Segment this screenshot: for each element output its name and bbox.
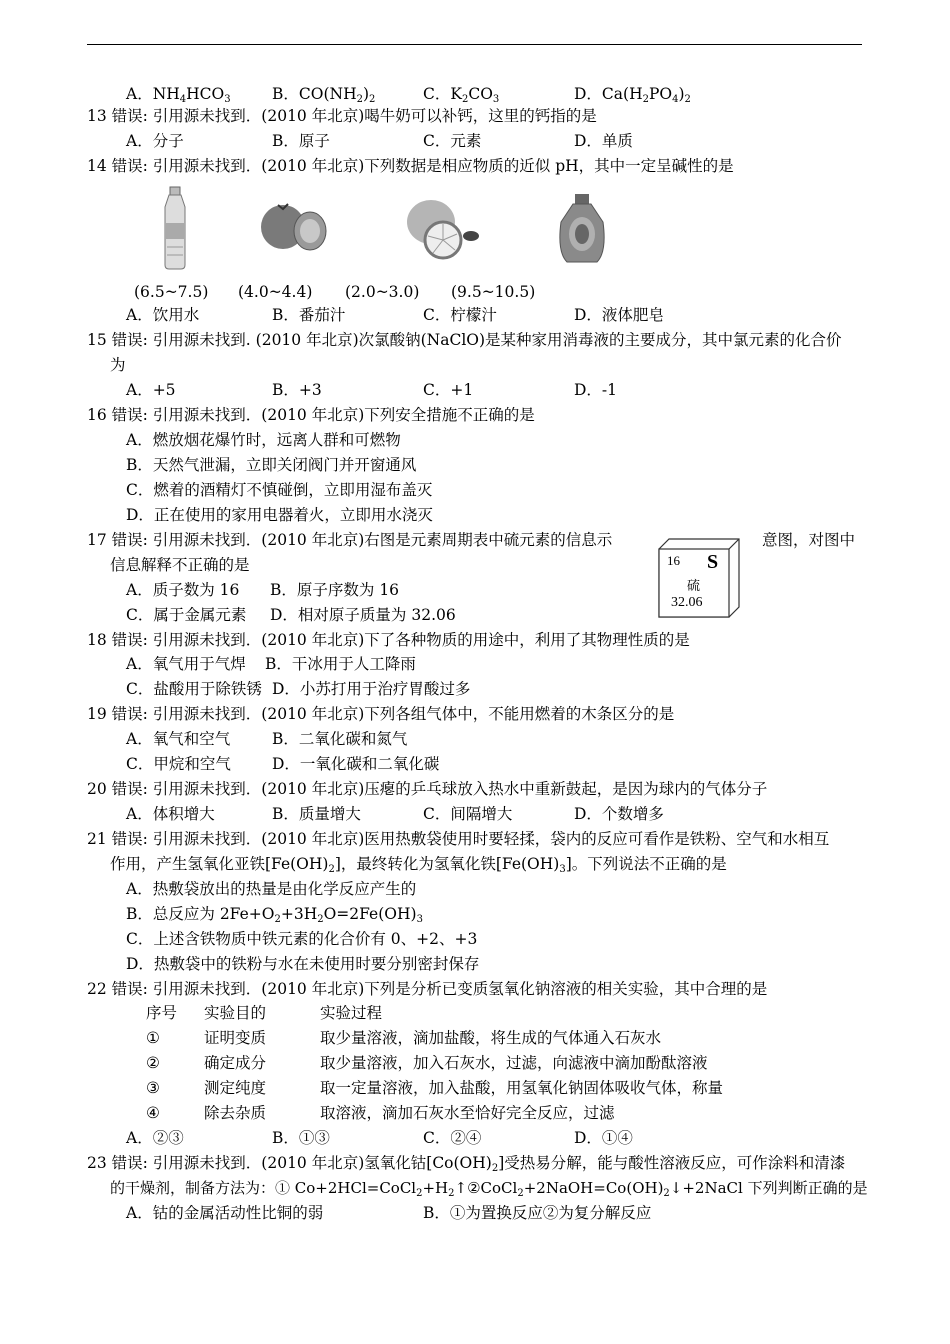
q18-option-d: D．小苏打用于治疗胃酸过多 [272,680,471,698]
q22-row-no: ④ [146,1104,160,1122]
q17-option-d: D．相对原子质量为 32.06 [270,606,456,624]
q21-option-d: D．热敷袋中的铁粉与水在未使用时要分别密封保存 [126,955,480,973]
q21-option-c: C．上述含铁物质中铁元素的化合价有 0、+2、+3 [126,930,478,948]
q22-header-no: 序号 [146,1004,178,1022]
q18-stem: 18 错误: 引用源未找到．(2010 年北京)下了各种物质的用途中，利用了其物理性质的是 [87,631,690,649]
q14-ph-b: (4.0~4.4) [238,283,313,301]
q22-row-purpose: 确定成分 [204,1054,267,1072]
q14-option-b: B．番茄汁 [272,306,346,324]
q22-header-purpose: 实验目的 [204,1004,267,1022]
q17-option-b: B．原子序数为 16 [270,581,400,599]
q16-option-c: C．燃着的酒精灯不慎碰倒，立即用湿布盖灭 [126,481,433,499]
q18-option-a: A．氧气用于气焊 [126,655,246,673]
q16-option-d: D．正在使用的家用电器着火，立即用水浇灭 [126,506,433,524]
q22-option-d: D．①④ [574,1129,633,1147]
q20-option-b: B．质量增大 [272,805,361,823]
q17-stem: 17 错误: 引用源未找到．(2010 年北京)右图是元素周期表中硫元素的信息示 [87,531,613,549]
q14-ph-a: (6.5~7.5) [134,283,209,301]
q15-option-d: D．-1 [574,381,618,399]
q14-option-a: A．饮用水 [126,306,200,324]
q19-option-b: B．二氧化碳和氮气 [272,730,408,748]
q22-option-a: A．②③ [126,1129,184,1147]
q13-option-c: C．元素 [423,132,482,150]
q20-option-a: A．体积增大 [126,805,215,823]
q19-stem: 19 错误: 引用源未找到．(2010 年北京)下列各组气体中，不能用燃着的木条区分的是 [87,705,675,723]
q22-row-no: ① [146,1029,160,1047]
q19-option-c: C．甲烷和空气 [126,755,231,773]
q20-option-d: D．个数增多 [574,805,664,823]
q23-option-a: A．钴的金属活动性比铜的弱 [126,1204,324,1222]
q19-option-a: A．氧气和空气 [126,730,231,748]
q21-stem-cont: 作用，产生氢氧化亚铁$[Fe(OH)_2]$，最终转化为氢氧化铁$[Fe(OH)_3]$。下列说法不正确的是 [110,855,727,875]
q17-option-c: C．属于金属元素 [126,606,247,624]
water-bottle-image [155,185,195,271]
q22-row-process: 取溶液，滴加石灰水至恰好完全反应，过滤 [320,1104,615,1122]
q17-stem-tail: 意图，对图中 [762,531,856,549]
q22-row-no: ③ [146,1079,160,1097]
q22-row-purpose: 除去杂质 [204,1104,267,1122]
q20-stem: 20 错误: 引用源未找到．(2010 年北京)压瘪的乒乓球放入热水中重新鼓起，是因为球内的气体分子 [87,780,768,798]
element-mass: 32.06 [671,595,703,610]
q22-row-no: ② [146,1054,160,1072]
q17-stem-cont: 信息解释不正确的是 [110,556,250,574]
q13-option-a: A．分子 [126,132,184,150]
q22-row-purpose: 测定纯度 [204,1079,267,1097]
sulfur-element-card [657,537,741,619]
element-name: 硫 [687,579,701,594]
q15-stem-cont: 为 [110,356,126,374]
q22-row-process: 取少量溶液，滴加盐酸，将生成的气体通入石灰水 [320,1029,662,1047]
q15-stem: 15 错误: 引用源未找到. (2010 年北京)次氯酸钠(NaClO)是某种家用消毒液的主要成分，其中氯元素的化合价 [87,331,842,349]
q13-option-b: B．原子 [272,132,330,150]
tomato-image [258,195,328,255]
q14-option-d: D．液体肥皂 [574,306,664,324]
q12-option-c: C．$K_2CO_3$ [423,85,500,105]
q12-option-a: A．$NH_4HCO_3$ [126,85,231,105]
q22-option-c: C．②④ [423,1129,482,1147]
q21-option-b: B．总反应为 $2Fe+O_2+3H_2O=2Fe(OH)_3$ [126,905,423,925]
element-symbol: S [707,551,719,573]
q18-option-c: C．盐酸用于除铁锈 [126,680,262,698]
q22-row-process: 取一定量溶液，加入盐酸，用氢氧化钠固体吸收气体，称量 [320,1079,724,1097]
q19-option-d: D．一氧化碳和二氧化碳 [272,755,440,773]
q14-ph-d: (9.5~10.5) [451,283,536,301]
q15-option-c: C．+1 [423,381,474,399]
header-rule [87,44,862,45]
q20-option-c: C．间隔增大 [423,805,513,823]
q22-stem: 22 错误: 引用源未找到．(2010 年北京)下列是分析已变质氢氧化钠溶液的相关实验，其中合理的是 [87,980,768,998]
lemon-image [403,196,483,262]
q22-header-process: 实验过程 [320,1004,383,1022]
q16-option-a: A．燃放烟花爆竹时，远离人群和可燃物 [126,431,401,449]
q23-stem-cont: 的干燥剂，制备方法为：① $Co+2HCl=CoCl_2+H_2↑②CoCl_2+2NaOH=Co(OH)_2↓+2NaCl$ 下列判断正确的是 [110,1179,868,1199]
q21-option-a: A．热敷袋放出的热量是由化学反应产生的 [126,880,417,898]
q15-option-b: B．+3 [272,381,322,399]
q16-option-b: B．天然气泄漏，立即关闭阀门并开窗通风 [126,456,417,474]
q23-option-b: B．①为置换反应②为复分解反应 [423,1204,652,1222]
q22-row-process: 取少量溶液，加入石灰水，过滤，向滤液中滴加酚酞溶液 [320,1054,708,1072]
q21-stem: 21 错误: 引用源未找到．(2010 年北京)医用热敷袋使用时要轻揉，袋内的反应可看作是铁粉、空气和水相互 [87,830,830,848]
q22-row-purpose: 证明变质 [204,1029,267,1047]
q23-stem: 23 错误: 引用源未找到．(2010 年北京)氢氧化钴$[Co(OH)_2]$受热易分解，能与酸性溶液反应，可作涂料和清漆 [87,1154,846,1174]
element-number: 16 [667,553,680,568]
q17-option-a: A．质子数为 16 [126,581,240,599]
liquid-soap-image [555,192,609,266]
q12-option-b: B．$CO(NH_2)_2$ [272,85,376,105]
q13-stem: 13 错误: 引用源未找到．(2010 年北京)喝牛奶可以补钙，这里的钙指的是 [87,107,597,125]
q15-option-a: A．+5 [126,381,176,399]
q18-option-b: B．干冰用于人工降雨 [265,655,416,673]
q14-option-c: C．柠檬汁 [423,306,497,324]
q16-stem: 16 错误: 引用源未找到．(2010 年北京)下列安全措施不正确的是 [87,406,535,424]
q14-ph-c: (2.0~3.0) [345,283,420,301]
q12-option-d: D．$Ca(H_2PO_4)_2$ [574,85,691,105]
q22-option-b: B．①③ [272,1129,330,1147]
q14-stem: 14 错误: 引用源未找到．(2010 年北京)下列数据是相应物质的近似 pH，其中一定呈碱性的是 [87,157,734,175]
q13-option-d: D．单质 [574,132,633,150]
